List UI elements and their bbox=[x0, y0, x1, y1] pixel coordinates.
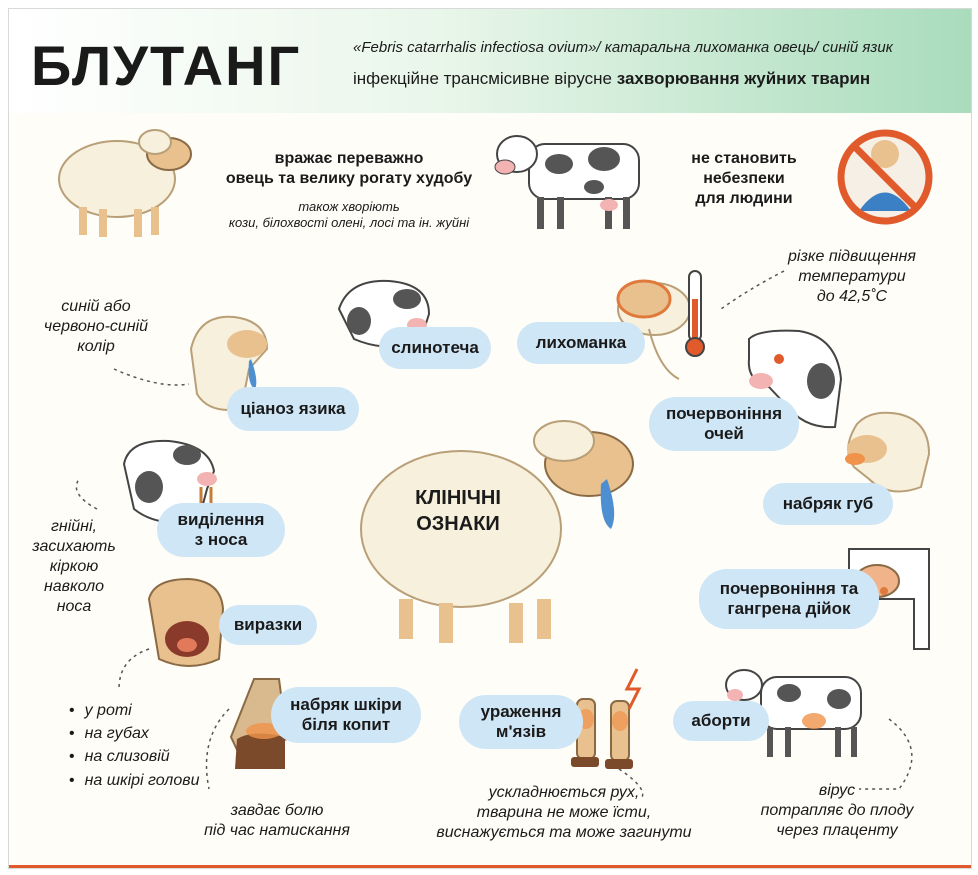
affects-line-2: овець та велику рогату худобу bbox=[225, 170, 473, 187]
bottom-divider bbox=[9, 865, 971, 868]
note-pain-line-1: завдає болю bbox=[230, 802, 324, 819]
note-temp-line-2: температури bbox=[798, 268, 906, 285]
note-tongue-color bbox=[31, 297, 161, 357]
mouth-ulcers-icon bbox=[149, 579, 223, 666]
note-tongue-line-2: червоно-синій bbox=[43, 318, 149, 335]
sign-nasal-line-2: з носа bbox=[194, 530, 248, 549]
sheep-icon bbox=[59, 130, 191, 237]
sign-eye-line-2: очей bbox=[704, 424, 744, 443]
note-movement-line-3: виснажується та може загинути bbox=[436, 824, 692, 841]
center-line-2: ОЗНАКИ bbox=[416, 513, 500, 535]
note-crust-line-3: кіркою bbox=[49, 558, 99, 575]
sign-fever bbox=[517, 322, 645, 364]
sign-tongue-cyanosis bbox=[227, 387, 359, 431]
note-crust-line-5: носа bbox=[56, 598, 92, 615]
list-item: • на шкірі голови bbox=[69, 769, 199, 792]
description-bold: захворювання жуйних тварин bbox=[616, 69, 871, 88]
sign-ulcers-label: виразки bbox=[233, 614, 303, 634]
also-line-1: також хворіють bbox=[298, 199, 400, 214]
note-temp-line-1: різке підвищення bbox=[788, 248, 916, 265]
note-crust bbox=[19, 517, 129, 617]
sign-hoof-swelling bbox=[271, 687, 421, 743]
note-pain bbox=[177, 801, 377, 841]
sign-muscle-damage bbox=[459, 695, 583, 749]
note-movement bbox=[419, 783, 709, 843]
sign-teats-line-2: гангрена дійок bbox=[727, 599, 851, 618]
sign-teat-gangrene bbox=[699, 569, 879, 629]
sign-hoof-line-2: біля копит bbox=[301, 715, 391, 734]
sign-muscle-line-2: м'язів bbox=[495, 722, 547, 741]
infographic bbox=[8, 8, 972, 869]
note-placenta-line-2: потрапляє до плоду bbox=[760, 802, 914, 819]
note-crust-line-1: гнійні, bbox=[51, 518, 97, 535]
sign-salivation-label: слинотеча bbox=[391, 337, 479, 357]
humans-line-1: не становить bbox=[691, 150, 797, 167]
sign-ulcers bbox=[219, 605, 317, 645]
note-placenta-line-3: через плаценту bbox=[776, 822, 898, 839]
latin-name: «Febris catarrhalis infectiosa ovium»/ катаральна лихоманка овець/ синій язик bbox=[353, 39, 893, 56]
sign-abortion-label: аборти bbox=[691, 710, 751, 730]
note-pain-line-2: під час натискання bbox=[204, 822, 350, 839]
humans-text bbox=[669, 149, 819, 209]
sheep-head-lips-icon bbox=[845, 413, 929, 492]
sign-teats-line-1: почервоніння та bbox=[719, 578, 859, 598]
sign-eye-redness bbox=[649, 397, 799, 451]
affects-text bbox=[189, 149, 509, 189]
sign-eye-line-1: почервоніння bbox=[666, 403, 782, 423]
humans-line-2: небезпеки bbox=[703, 170, 785, 187]
note-crust-line-2: засихають bbox=[32, 538, 116, 555]
note-temp-line-3: до 42,5˚С bbox=[816, 288, 888, 305]
note-movement-line-1: ускладнюється рух, bbox=[488, 784, 640, 801]
note-placenta bbox=[747, 781, 927, 841]
ulcer-locations-list bbox=[69, 699, 199, 792]
humans-line-3: для людини bbox=[695, 190, 793, 207]
sign-nasal-discharge bbox=[157, 503, 285, 557]
center-line-1: КЛІНІЧНІ bbox=[415, 487, 501, 509]
affects-line-1: вражає переважно bbox=[274, 150, 424, 167]
note-tongue-line-1: синій або bbox=[61, 298, 131, 315]
sign-lips-label: набряк губ bbox=[782, 493, 874, 513]
list-item: • у роті bbox=[69, 699, 199, 722]
note-crust-line-4: навколо bbox=[43, 578, 105, 595]
note-movement-line-2: тварина не може їсти, bbox=[476, 804, 652, 821]
no-human-icon bbox=[841, 133, 929, 221]
sign-muscle-line-1: ураження bbox=[480, 701, 562, 721]
page-title: БЛУТАНГ bbox=[31, 34, 302, 97]
clinical-signs-title bbox=[393, 485, 523, 537]
sign-fever-label: лихоманка bbox=[535, 332, 627, 352]
sign-abortion bbox=[673, 701, 769, 741]
list-item: • на губах bbox=[69, 722, 199, 745]
note-tongue-line-3: колір bbox=[77, 338, 115, 355]
sign-lip-swelling bbox=[763, 483, 893, 525]
thermometer-icon bbox=[686, 271, 704, 356]
list-item: • на слизовій bbox=[69, 745, 199, 768]
sign-hoof-line-1: набряк шкіри bbox=[290, 694, 402, 714]
sign-tongue-label: ціаноз язика bbox=[240, 398, 346, 418]
description-plain: інфекційне трансмісивне вірусне bbox=[353, 69, 617, 88]
also-line-2: кози, білохвості олені, лосі та ін. жуйні bbox=[228, 215, 470, 231]
also-text bbox=[179, 199, 519, 232]
sign-salivation bbox=[379, 327, 491, 369]
note-placenta-line-1: вірус bbox=[818, 782, 856, 799]
sign-nasal-line-1: виділення bbox=[177, 509, 265, 529]
note-temperature bbox=[767, 247, 937, 307]
